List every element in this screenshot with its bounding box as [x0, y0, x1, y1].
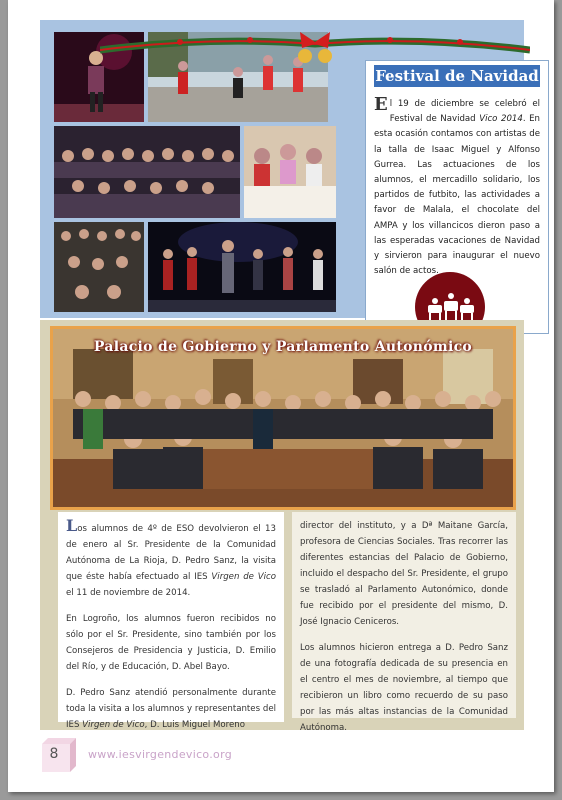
- palace-title: Palacio de Gobierno y Parlamento Autonómico: [93, 339, 473, 355]
- palace-paragraph: En Logroño, los alumnos fueron recibidos no sólo por el Sr. Presidente, sino también por los Consejeros de Presidencia y Justicia, D. Emilio del Río, y de Educación, D. Abel Bayo.: [66, 614, 276, 672]
- palace-italic: Virgen de Vico: [211, 572, 276, 582]
- festival-title: Festival de Navidad: [375, 67, 539, 85]
- photo-audience: [54, 126, 240, 218]
- palace-text-part: , D. Luis Miguel Moreno: [144, 720, 245, 730]
- website-link[interactable]: www.iesvirgendevico.org: [88, 748, 232, 761]
- festival-dropcap: E: [374, 94, 388, 115]
- palace-italic: Virgen de Vico: [82, 720, 145, 730]
- festival-body: [374, 94, 541, 279]
- photo-palace-group: [50, 326, 516, 510]
- page-number-badge: [40, 738, 76, 772]
- festival-italic: Vico 2014: [479, 114, 523, 125]
- festival-text-part: . En esta ocasión contamos con artistas de la talla de Isaac Miguel y Alfonso Gurrea. Las actuaciones de los alumnos, el mercadillo solidario, los partidos de futbito, las actividades a favor de Malala, el chocolate del AMPA y los villancicos dieron paso a las esperadas vacaciones de Navidad y sirvieron para inaugurar el nuevo salón de actos.: [374, 114, 541, 277]
- festival-text-box: [365, 60, 549, 334]
- palace-paragraph: director del instituto, y a Dª Maitane García, profesora de Ciencias Sociales. Tras recorrer las diferentes estancias del Palacio de Gobierno, incluido el despacho del Sr. Presidente, el grupo se trasladó al Parlamento Autonómico, donde fue recibido por el presidente del mismo, D. José Ignacio Ceniceros.: [300, 521, 508, 627]
- palace-text-right: [292, 512, 516, 733]
- palace-text-left: [58, 512, 284, 730]
- palace-paragraph: [66, 685, 276, 733]
- palace-text-part: D. Pedro Sanz atendió personalmente durante toda la visita a los alumnos y representantes del IES: [66, 688, 276, 730]
- page-number: 8: [49, 746, 59, 762]
- festival-section: [40, 20, 541, 318]
- magazine-page: [8, 0, 554, 792]
- palace-text-part: os alumnos de 4º de ESO devolvieron el 13 de enero al Sr. Presidente de la Comunidad Autónoma de La Rioja, D. Pedro Sanz, la visita que éste había efectuado al IES: [66, 524, 276, 582]
- photo-students-seated: [54, 222, 144, 312]
- palace-dropcap: L: [66, 516, 78, 535]
- photo-market-stall: [244, 126, 336, 218]
- palace-paragraph: Los alumnos hicieron entrega a D. Pedro Sanz de una fotografía dedicada de su presencia en el centro el mes de noviembre, al tiempo que recibieron un libro como recuerdo de su paso por las más altas instancias de la Comunidad Autónoma.: [300, 643, 508, 733]
- palace-section: [40, 320, 524, 733]
- palace-paragraph: [66, 518, 276, 601]
- palace-text-part: el 11 de noviembre de 2014.: [66, 588, 191, 598]
- photo-band-performance: [148, 222, 336, 312]
- festival-text-part: l 19 de diciembre se celebró el Festival de Navidad: [389, 99, 540, 125]
